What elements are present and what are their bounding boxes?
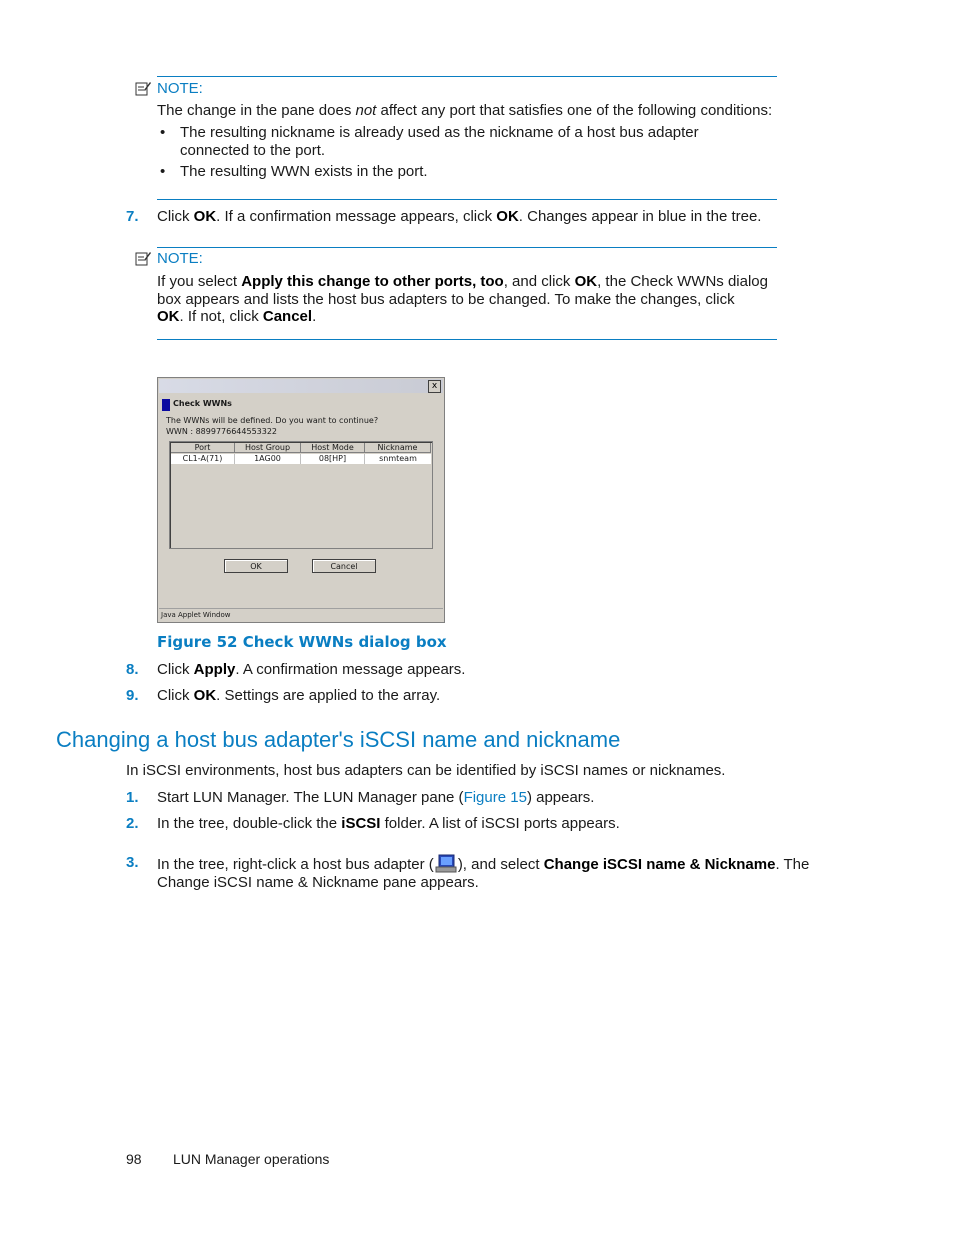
step-9-t1: Click bbox=[157, 687, 194, 704]
step-2-t2: folder. A list of iSCSI ports appears. bbox=[380, 815, 620, 832]
note2-top-rule bbox=[157, 247, 777, 248]
note-pencil-icon bbox=[135, 250, 151, 266]
note2-header bbox=[135, 248, 203, 268]
cell-port: CL1-A(71) bbox=[171, 454, 235, 464]
note-pencil-icon bbox=[135, 80, 151, 96]
figure-15-link[interactable]: Figure 15 bbox=[463, 789, 527, 806]
dialog-title: Check WWNs bbox=[173, 399, 232, 408]
table-row[interactable] bbox=[171, 454, 431, 464]
page-number: 98 bbox=[126, 1151, 142, 1167]
note1-bottom-rule bbox=[157, 199, 777, 200]
step-9-text bbox=[157, 687, 440, 705]
dialog-titlebar bbox=[159, 379, 443, 393]
cell-nickname: snmteam bbox=[379, 454, 417, 463]
cell-host-mode: 08[HP] bbox=[301, 454, 365, 464]
step-9-number: 9. bbox=[126, 687, 139, 704]
step-3-text bbox=[157, 854, 817, 892]
step-3-t1: In the tree, right-click a host bus adapter ( bbox=[157, 856, 434, 873]
step-2-number: 2. bbox=[126, 815, 139, 832]
note2-l1-t2: , and click bbox=[503, 273, 575, 290]
note2-body bbox=[157, 273, 777, 326]
dialog-wwn-line: WWN : 8899776644553322 bbox=[166, 427, 278, 436]
dialog-message bbox=[166, 415, 378, 437]
step-8-t2: . A confirmation message appears. bbox=[235, 661, 466, 678]
hba-table bbox=[169, 441, 433, 549]
dialog-message-line-1: The WWNs will be defined. Do you want to continue? bbox=[166, 416, 379, 425]
note1-intro-em: not bbox=[355, 102, 377, 119]
note2-l1-b2: OK bbox=[574, 273, 598, 290]
step-3-number: 3. bbox=[126, 854, 139, 871]
section-heading: Changing a host bus adapter's iSCSI name and nickname bbox=[56, 727, 621, 752]
step-1-t1: Start LUN Manager. The LUN Manager pane ( bbox=[157, 789, 464, 806]
step-1-t2: ) appears. bbox=[526, 789, 595, 806]
note2-l2: box appears and lists the host bus adapters to be changed. To make the changes, click bbox=[157, 290, 735, 308]
bullet-dot: • bbox=[160, 163, 166, 180]
step-7-b1: OK bbox=[193, 208, 217, 225]
note2-l3-t1: . If not, click bbox=[179, 308, 263, 325]
note2-label: NOTE: bbox=[157, 249, 203, 267]
step-7-t1: Click bbox=[157, 208, 194, 225]
note2-l3-b1: OK bbox=[157, 308, 180, 325]
note2-l1-t1: If you select bbox=[157, 273, 242, 290]
step-2-t1: In the tree, double-click the bbox=[157, 815, 342, 832]
note1-intro bbox=[157, 102, 772, 120]
step-3-t2: ), and select bbox=[457, 856, 544, 873]
figure-caption: Figure 52 Check WWNs dialog box bbox=[157, 633, 447, 651]
note1-intro-post: affect any port that satisfies one of the following conditions: bbox=[376, 102, 773, 119]
step-8-b1: Apply bbox=[193, 661, 236, 678]
step-2-b1: iSCSI bbox=[341, 815, 381, 832]
step-8-text bbox=[157, 661, 465, 679]
step-8-number: 8. bbox=[126, 661, 139, 678]
note2-l3-t2: . bbox=[312, 308, 317, 325]
step-7-t3: . Changes appear in blue in the tree. bbox=[518, 208, 762, 225]
column-header-port[interactable]: Port bbox=[171, 443, 235, 453]
ok-button[interactable]: OK bbox=[224, 559, 288, 573]
note2-l3-b2: Cancel bbox=[262, 308, 313, 325]
footer-title: LUN Manager operations bbox=[173, 1151, 330, 1167]
step-9-b1: OK bbox=[193, 687, 217, 704]
bullet-1-line-2: connected to the port. bbox=[180, 141, 326, 159]
step-3-line-2: Change iSCSI name & Nickname pane appears. bbox=[157, 874, 479, 891]
check-wwns-dialog bbox=[157, 377, 445, 623]
section-intro: In iSCSI environments, host bus adapters can be identified by iSCSI names or nicknames. bbox=[126, 762, 726, 779]
column-header-host-mode[interactable]: Host Mode bbox=[301, 443, 365, 453]
note2-bottom-rule bbox=[157, 339, 777, 340]
note1-intro-pre: The change in the pane does bbox=[157, 102, 356, 119]
note2-l1-t3: , the Check WWNs dialog bbox=[597, 273, 768, 290]
note1-bullet-2: The resulting WWN exists in the port. bbox=[180, 163, 428, 180]
step-9-t2: . Settings are applied to the array. bbox=[216, 687, 441, 704]
step-1-number: 1. bbox=[126, 789, 139, 806]
note1-bullet-1 bbox=[180, 124, 699, 159]
step-7-b2: OK bbox=[496, 208, 519, 225]
host-bus-adapter-icon bbox=[435, 854, 457, 874]
note1-top-rule bbox=[157, 76, 777, 77]
table-header bbox=[171, 443, 431, 453]
close-icon[interactable]: x bbox=[428, 380, 441, 393]
step-1-text bbox=[157, 789, 594, 807]
note2-l1-b1: Apply this change to other ports, too bbox=[241, 273, 504, 290]
cell-host-group: 1AG00 bbox=[235, 454, 301, 464]
note1-label: NOTE: bbox=[157, 79, 203, 97]
bullet-1-line-1: The resulting nickname is already used as the nickname of a host bus adapter bbox=[180, 124, 699, 141]
step-3-b1: Change iSCSI name & Nickname bbox=[543, 856, 776, 873]
step-7-t2: . If a confirmation message appears, click bbox=[216, 208, 497, 225]
step-7-text bbox=[157, 208, 761, 226]
dialog-marker-icon bbox=[162, 399, 170, 411]
bullet-dot: • bbox=[160, 124, 166, 141]
step-8-t1: Click bbox=[157, 661, 194, 678]
note1-header bbox=[135, 78, 203, 98]
applet-status-bar: Java Applet Window bbox=[159, 608, 443, 622]
column-header-nickname[interactable]: Nickname bbox=[365, 443, 431, 453]
step-2-text bbox=[157, 815, 620, 833]
step-7-number: 7. bbox=[126, 208, 139, 225]
cancel-button[interactable]: Cancel bbox=[312, 559, 376, 573]
step-3-t3: . The bbox=[775, 856, 810, 873]
column-header-host-group[interactable]: Host Group bbox=[235, 443, 301, 453]
